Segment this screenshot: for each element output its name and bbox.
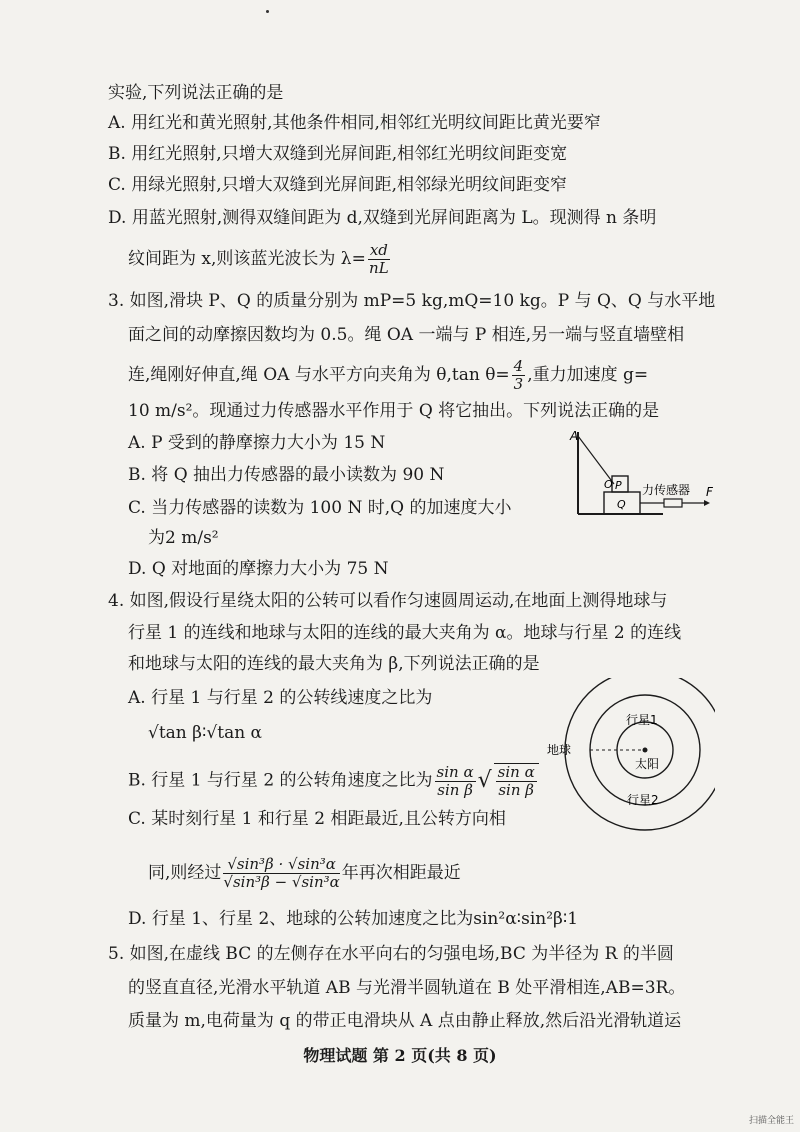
q2-option-a: A. 用红光和黄光照射,其他条件相同,相邻红光明纹间距比黄光要窄 bbox=[108, 113, 601, 133]
sqrt-sign: √ bbox=[477, 768, 492, 793]
orbit-outer bbox=[565, 678, 715, 830]
q4-option-a-line2: √tan β∶√tan α bbox=[148, 723, 263, 743]
q2-d2-text: 纹间距为 x,则该蓝光波长为 λ= bbox=[128, 249, 366, 269]
label-f: F bbox=[706, 485, 713, 499]
q4-option-a-line1: A. 行星 1 与行星 2 的公转线速度之比为 bbox=[128, 688, 433, 708]
q5-line3: 质量为 m,电荷量为 q 的带正电滑块从 A 点由静止释放,然后沿光滑轨道运 bbox=[128, 1011, 682, 1031]
q3-tan-fraction bbox=[512, 358, 526, 393]
label-sensor: 力传感器 bbox=[642, 483, 691, 497]
q3-l3a: 连,绳刚好伸直,绳 OA 与水平方向夹角为 θ,tan θ= bbox=[128, 365, 510, 385]
scanner-watermark: 扫描全能王 bbox=[748, 1116, 794, 1126]
q2-wavelength-fraction bbox=[368, 242, 390, 277]
q4-line1: 4. 如图,假设行星绕太阳的公转可以看作匀速圆周运动,在地面上测得地球与 bbox=[108, 591, 668, 611]
frac-den: nL bbox=[369, 259, 389, 277]
label-o: O bbox=[604, 478, 613, 491]
label-q: Q bbox=[617, 498, 626, 511]
q4-b-text: B. 行星 1 与行星 2 的公转角速度之比为 bbox=[128, 770, 433, 791]
q4-option-c-line2 bbox=[148, 856, 758, 891]
q3-line1: 3. 如图,滑块 P、Q 的质量分别为 mP=5 kg,mQ=10 kg。P 与 Q、Q 与水平地 bbox=[108, 291, 716, 311]
force-sensor bbox=[664, 499, 682, 507]
q4-c2-post: 年再次相距最近 bbox=[341, 863, 461, 883]
sun-dot bbox=[643, 748, 648, 753]
q4-figure bbox=[535, 678, 715, 858]
q3-option-d: D. Q 对地面的摩擦力大小为 75 N bbox=[128, 559, 389, 579]
scan-dot bbox=[266, 10, 269, 13]
frac-num: 4 bbox=[513, 357, 524, 375]
q4-c-fraction bbox=[223, 856, 339, 891]
q4-option-c-line1: C. 某时刻行星 1 和行星 2 相距最近,且公转方向相 bbox=[128, 809, 506, 829]
q4-option-d: D. 行星 1、行星 2、地球的公转加速度之比为sin²α∶sin²β∶1 bbox=[128, 909, 579, 929]
label-a: A bbox=[570, 429, 579, 443]
q2-option-d-line1: D. 用蓝光照射,测得双缝间距为 d,双缝到光屏间距离为 L。现测得 n 条明 bbox=[108, 208, 657, 228]
q2-option-d-line2 bbox=[128, 242, 738, 277]
q3-figure bbox=[568, 428, 718, 520]
label-planet2: 行星2 bbox=[627, 793, 659, 807]
label-planet1: 行星1 bbox=[626, 713, 658, 727]
frac-num: xd bbox=[369, 241, 388, 259]
frac-num: sin α bbox=[497, 763, 535, 781]
frac-den: 3 bbox=[513, 375, 524, 393]
rope-oa bbox=[578, 436, 614, 484]
arrow-head bbox=[704, 500, 710, 506]
q5-line1: 5. 如图,在虚线 BC 的左侧存在水平向右的匀强电场,BC 为半径为 R 的半圆 bbox=[108, 944, 674, 964]
frac-num: sin α bbox=[436, 762, 474, 781]
q3-line4: 10 m/s²。现通过力传感器水平作用于 Q 将它抽出。下列说法正确的是 bbox=[128, 401, 660, 421]
frac-den: sin β bbox=[437, 780, 473, 799]
q4-b-fraction bbox=[435, 764, 476, 799]
q2-intro: 实验,下列说法正确的是 bbox=[108, 83, 284, 103]
q3-line2: 面之间的动摩擦因数均为 0.5。绳 OA 一端与 P 相连,另一端与竖直墙壁相 bbox=[128, 325, 685, 345]
label-sun: 太阳 bbox=[635, 757, 660, 771]
q3-line3 bbox=[128, 358, 738, 393]
frac-den: sin β bbox=[498, 781, 534, 799]
q5-line2: 的竖直直径,光滑水平轨道 AB 与光滑半圆轨道在 B 处平滑相连,AB=3R。 bbox=[128, 978, 686, 998]
q4-c2-pre: 同,则经过 bbox=[148, 863, 222, 883]
q2-option-c: C. 用绿光照射,只增大双缝到光屏间距,相邻绿光明纹间距变窄 bbox=[108, 175, 568, 195]
q4-line3: 和地球与太阳的连线的最大夹角为 β,下列说法正确的是 bbox=[128, 654, 540, 674]
q3-l3b: ,重力加速度 g= bbox=[527, 365, 649, 385]
q2-option-b: B. 用红光照射,只增大双缝到光屏间距,相邻红光明纹间距变宽 bbox=[108, 144, 568, 164]
frac-den: √sin³β − √sin³α bbox=[223, 873, 340, 891]
q4-b-root-fraction bbox=[494, 763, 539, 799]
page-footer: 物理试题 第 2 页(共 8 页) bbox=[303, 1046, 497, 1065]
q3-option-b: B. 将 Q 抽出力传感器的最小读数为 90 N bbox=[128, 465, 445, 485]
label-earth: 地球 bbox=[547, 743, 572, 757]
label-p: P bbox=[615, 479, 622, 492]
q3-option-c-line2: 为2 m/s² bbox=[148, 528, 219, 548]
q4-line2: 行星 1 的连线和地球与太阳的连线的最大夹角为 α。地球与行星 2 的连线 bbox=[128, 623, 682, 643]
q3-option-a: A. P 受到的静摩擦力大小为 15 N bbox=[128, 433, 386, 453]
frac-num: √sin³β · √sin³α bbox=[223, 856, 339, 874]
q3-option-c-line1: C. 当力传感器的读数为 100 N 时,Q 的加速度大小 bbox=[128, 498, 512, 518]
